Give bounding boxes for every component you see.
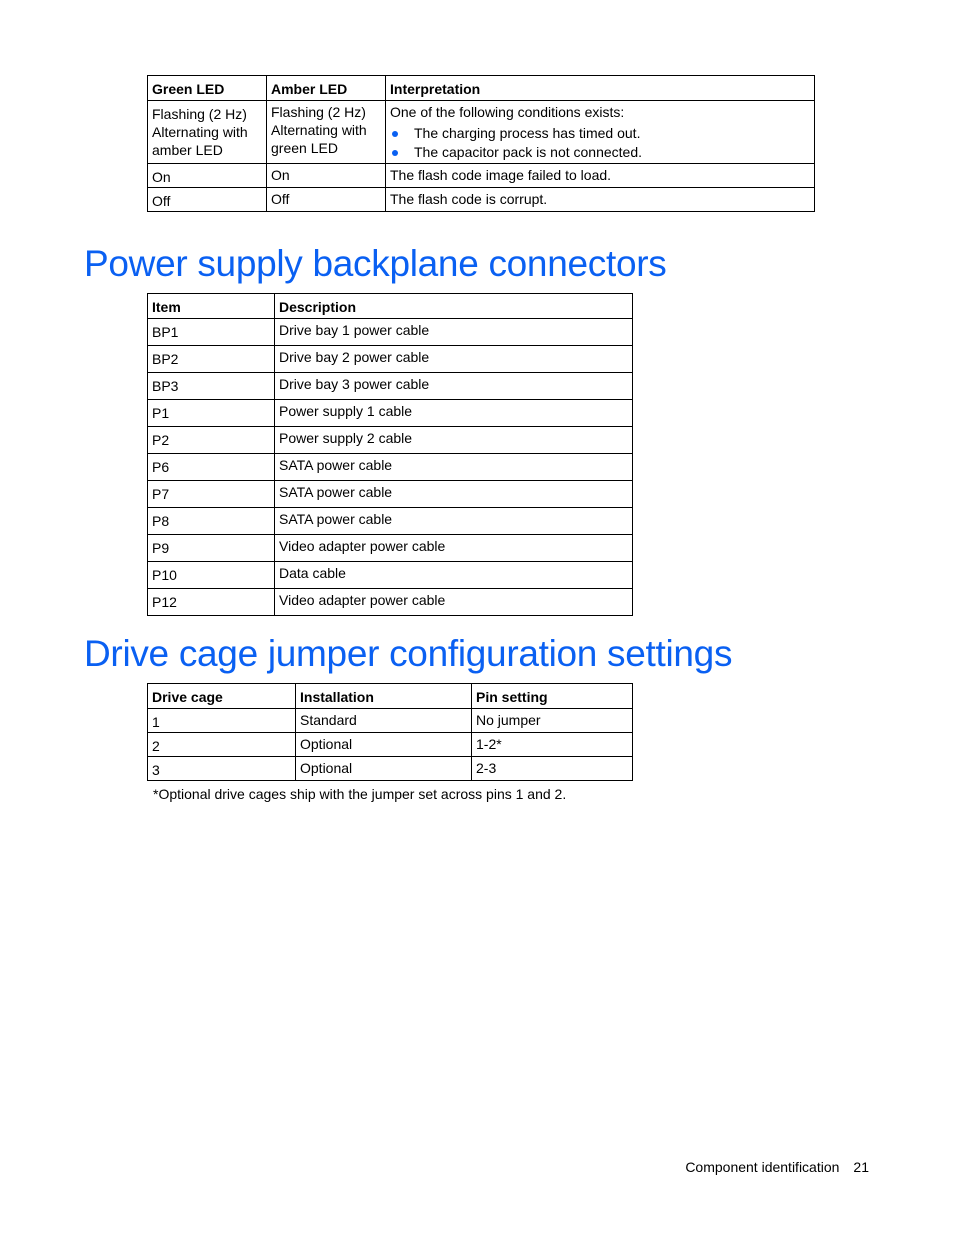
green-led-cell: On <box>148 164 267 188</box>
pin-setting-cell: 2-3 <box>472 757 633 781</box>
description-cell: Power supply 1 cable <box>275 400 633 427</box>
amber-led-cell: Off <box>267 188 386 212</box>
table-body <box>148 319 633 616</box>
table-row <box>148 481 633 508</box>
table-row <box>148 562 633 589</box>
table-row <box>148 188 815 212</box>
pin-setting-cell: No jumper <box>472 709 633 733</box>
footer-section-title: Component identification <box>685 1159 840 1175</box>
description-cell: SATA power cable <box>275 508 633 535</box>
condition-text: The capacitor pack is not connected. <box>414 144 643 160</box>
item-cell: BP3 <box>148 373 275 400</box>
description-cell: SATA power cable <box>275 454 633 481</box>
column-header: Item <box>148 294 275 319</box>
bullet-icon <box>392 150 398 156</box>
column-header: Green LED <box>148 76 267 101</box>
backplane-connectors-table <box>147 293 633 616</box>
installation-cell: Optional <box>296 733 472 757</box>
column-header: Description <box>275 294 633 319</box>
column-header: Pin setting <box>472 684 633 709</box>
table-row <box>148 589 633 616</box>
item-cell: P2 <box>148 427 275 454</box>
item-cell: P10 <box>148 562 275 589</box>
description-cell: Drive bay 2 power cable <box>275 346 633 373</box>
footnote: *Optional drive cages ship with the jumper set across pins 1 and 2. <box>153 786 567 802</box>
table-body <box>148 709 633 781</box>
drive-cage-cell: 1 <box>148 709 296 733</box>
description-cell: Data cable <box>275 562 633 589</box>
table-row <box>148 535 633 562</box>
condition-text: The charging process has timed out. <box>414 125 641 141</box>
table-row <box>148 346 633 373</box>
bullet-icon <box>392 131 398 137</box>
item-cell: P6 <box>148 454 275 481</box>
column-header: Interpretation <box>386 76 815 101</box>
item-cell: BP1 <box>148 319 275 346</box>
drive-cage-jumper-table <box>147 683 633 781</box>
table-row <box>148 373 633 400</box>
installation-cell: Optional <box>296 757 472 781</box>
item-cell: P7 <box>148 481 275 508</box>
column-header: Amber LED <box>267 76 386 101</box>
section-heading: Power supply backplane connectors <box>84 243 667 284</box>
table-row <box>148 733 633 757</box>
page-footer <box>685 1159 869 1175</box>
column-header: Installation <box>296 684 472 709</box>
item-cell: P12 <box>148 589 275 616</box>
description-cell: Video adapter power cable <box>275 535 633 562</box>
green-led-cell: Off <box>148 188 267 212</box>
table-row <box>148 427 633 454</box>
description-cell: Power supply 2 cable <box>275 427 633 454</box>
drive-cage-cell: 2 <box>148 733 296 757</box>
table-row <box>148 757 633 781</box>
table-row <box>148 709 633 733</box>
table-header-row <box>148 76 815 101</box>
amber-led-cell: On <box>267 164 386 188</box>
pin-setting-cell: 1-2* <box>472 733 633 757</box>
list-item <box>390 124 810 143</box>
column-header: Drive cage <box>148 684 296 709</box>
led-status-table <box>147 75 815 212</box>
table-row <box>148 101 815 164</box>
conditions-list <box>390 124 810 162</box>
item-cell: P9 <box>148 535 275 562</box>
description-cell: Video adapter power cable <box>275 589 633 616</box>
table-header-row <box>148 294 633 319</box>
description-cell: Drive bay 3 power cable <box>275 373 633 400</box>
item-cell: P1 <box>148 400 275 427</box>
item-cell: P8 <box>148 508 275 535</box>
table-row <box>148 400 633 427</box>
table-header-row <box>148 684 633 709</box>
amber-led-cell: Flashing (2 Hz) Alternating with green LED <box>267 101 386 164</box>
interpretation-cell: The flash code is corrupt. <box>386 188 815 212</box>
interpretation-cell <box>386 101 815 164</box>
table-row <box>148 319 633 346</box>
drive-cage-cell: 3 <box>148 757 296 781</box>
interpretation-cell: The flash code image failed to load. <box>386 164 815 188</box>
interpretation-text: One of the following conditions exists: <box>390 104 625 120</box>
page-number: 21 <box>853 1159 869 1175</box>
table-row <box>148 164 815 188</box>
table-row <box>148 508 633 535</box>
table-row <box>148 454 633 481</box>
description-cell: SATA power cable <box>275 481 633 508</box>
description-cell: Drive bay 1 power cable <box>275 319 633 346</box>
installation-cell: Standard <box>296 709 472 733</box>
section-heading: Drive cage jumper configuration settings <box>84 633 733 674</box>
item-cell: BP2 <box>148 346 275 373</box>
list-item <box>390 143 810 162</box>
green-led-cell: Flashing (2 Hz) Alternating with amber LED <box>148 101 267 164</box>
